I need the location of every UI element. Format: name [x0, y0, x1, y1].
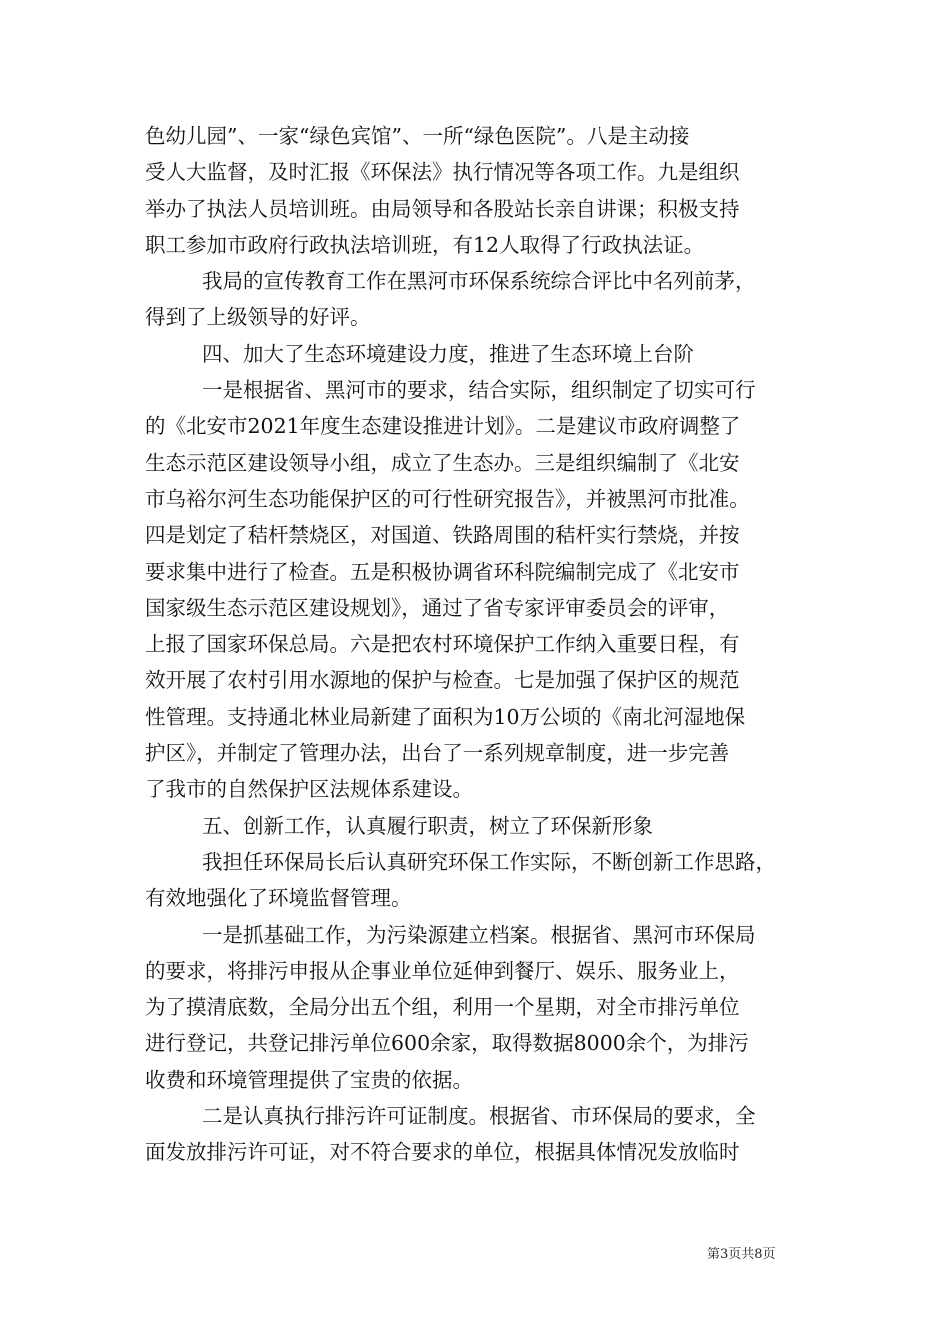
text-line: 了我市的自然保护区法规体系建设。	[145, 777, 473, 802]
text-line: 的要求，将排污申报从企事业单位延伸到餐厅、娱乐、服务业上，	[145, 958, 740, 983]
text-line: 一是根据省、黑河市的要求，结合实际，组织制定了切实可行	[202, 378, 756, 403]
text-line: 面发放排污许可证，对不符合要求的单位，根据具体情况发放临时	[145, 1140, 740, 1165]
text-line: 生态示范区建设领导小组，成立了生态办。三是组织编制了《北安	[145, 450, 740, 475]
text-line: 收费和环境管理提供了宝贵的依据。	[145, 1067, 473, 1092]
text-line: 为了摸清底数，全局分出五个组，利用一个星期，对全市排污单位	[145, 995, 740, 1020]
text-line: 得到了上级领导的好评。	[145, 305, 371, 330]
text-line: 上报了国家环保总局。六是把农村环境保护工作纳入重要日程，有	[145, 632, 740, 657]
text-line: 效开展了农村引用水源地的保护与检查。七是加强了保护区的规范	[145, 668, 740, 693]
text-line: 二是认真执行排污许可证制度。根据省、市环保局的要求，全	[202, 1104, 756, 1129]
text-line: 市乌裕尔河生态功能保护区的可行性研究报告》，并被黑河市批准。	[145, 486, 750, 511]
text-line: 举办了执法人员培训班。由局领导和各股站长亲自讲课；积极支持	[145, 196, 740, 221]
text-line: 我担任环保局长后认真研究环保工作实际，不断创新工作思路，	[202, 849, 776, 874]
text-line: 五、创新工作，认真履行职责，树立了环保新形象	[202, 813, 653, 838]
text-line: 要求集中进行了检查。五是积极协调省环科院编制完成了《北安市	[145, 559, 740, 584]
text-line: 我局的宣传教育工作在黑河市环保系统综合评比中名列前茅，	[202, 269, 756, 294]
text-line: 四是划定了秸杆禁烧区，对国道、铁路周围的秸杆实行禁烧，并按	[145, 523, 740, 548]
text-line: 受人大监督，及时汇报《环保法》执行情况等各项工作。九是组织	[145, 160, 740, 185]
text-line: 色幼儿园”、一家“绿色宾馆”、一所“绿色医院”。八是主动接	[145, 124, 690, 148]
text-line: 四、加大了生态环境建设力度，推进了生态环境上台阶	[202, 341, 694, 366]
text-line: 护区》，并制定了管理办法，出台了一系列规章制度，进一步完善	[145, 741, 730, 766]
text-line: 性管理。支持通北林业局新建了面积为10万公顷的《南北河湿地保	[145, 704, 746, 729]
text-line: 一是抓基础工作，为污染源建立档案。根据省、黑河市环保局	[202, 922, 756, 947]
text-line: 国家级生态示范区建设规划》，通过了省专家评审委员会的评审，	[145, 595, 730, 620]
page-number: 第3页共8页	[707, 1247, 776, 1262]
text-line: 进行登记，共登记排污单位600余家，取得数据8000余个，为排污	[145, 1031, 749, 1056]
text-line: 有效地强化了环境监督管理。	[145, 886, 412, 911]
document-body	[145, 118, 815, 1171]
text-line: 的《北安市2021年度生态建设推进计划》。二是建议市政府调整了	[145, 414, 741, 439]
text-line: 职工参加市政府行政执法培训班，有12人取得了行政执法证。	[145, 232, 705, 257]
